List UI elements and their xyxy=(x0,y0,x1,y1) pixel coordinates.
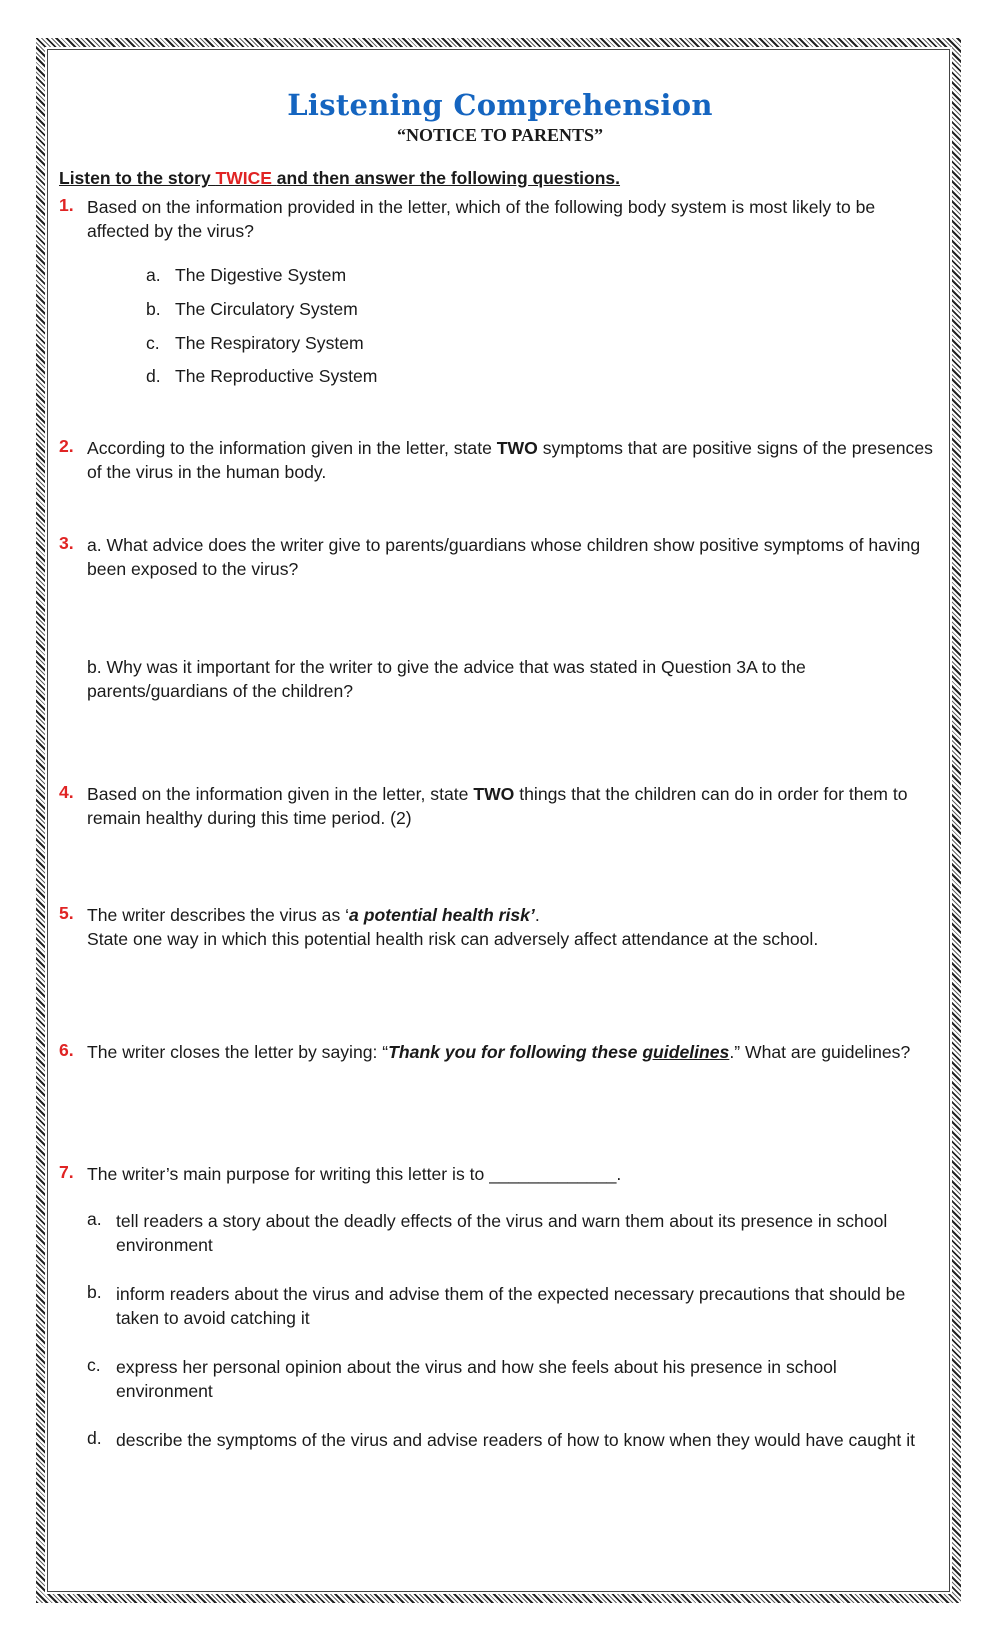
q7-option-d-letter: d. xyxy=(87,1428,102,1448)
question-1-text: Based on the information provided in the letter, which of the following body system is most likely to be affected by the virus? xyxy=(87,197,876,241)
question-3a-text: a. What advice does the writer give to parents/guardians whose children show positive symptoms of having been exposed to the virus? xyxy=(87,535,921,579)
question-6-number: 6. xyxy=(59,1040,74,1060)
question-2-number: 2. xyxy=(59,436,74,456)
page-title: Listening Comprehension xyxy=(287,88,713,122)
q1-option-c-letter: c. xyxy=(146,333,160,353)
question-7-number: 7. xyxy=(59,1162,74,1182)
q7-option-c: express her personal opinion about the virus and how she feels about his presence in school environment xyxy=(116,1357,837,1401)
question-3b-text: b. Why was it important for the writer to give the advice that was stated in Question 3A to the parents/guardians of the children? xyxy=(87,657,806,701)
q1-option-c: The Respiratory System xyxy=(175,333,364,353)
q7-option-c-letter: c. xyxy=(87,1355,101,1375)
question-5-number: 5. xyxy=(59,903,74,923)
question-2-text: According to the information given in the letter, state TWO symptoms that are positive signs of the presences of the virus in the human body. xyxy=(87,438,933,482)
q7-option-b-letter: b. xyxy=(87,1282,102,1302)
question-3-number: 3. xyxy=(59,533,74,553)
q7-option-d: describe the symptoms of the virus and advise readers of how to know when they would have caught it xyxy=(116,1430,915,1450)
q7-option-a: tell readers a story about the deadly effects of the virus and warn them about its presence in school environment xyxy=(116,1211,888,1255)
q7-option-b: inform readers about the virus and advise them of the expected necessary precautions that should be taken to avoid catching it xyxy=(116,1284,906,1328)
q1-option-d-letter: d. xyxy=(146,366,161,386)
instructions-emphasis: TWICE xyxy=(215,168,277,188)
question-7-text: The writer’s main purpose for writing this letter is to _____________. xyxy=(87,1164,622,1184)
q1-option-b: The Circulatory System xyxy=(175,299,358,319)
instructions: Listen to the story TWICE and then answer the following questions. xyxy=(59,168,621,188)
question-4-number: 4. xyxy=(59,782,74,802)
question-1-number: 1. xyxy=(59,195,74,215)
question-4-text: Based on the information given in the letter, state TWO things that the children can do in order for them to remain healthy during this time period. (2) xyxy=(87,784,908,828)
question-6-text: The writer closes the letter by saying: “Thank you for following these guidelines.” What are guidelines? xyxy=(87,1042,911,1062)
question-5-text: The writer describes the virus as ‘a potential health risk’. State one way in which this potential health risk can adversely affect attendance at the school. xyxy=(87,905,819,949)
q1-option-a-letter: a. xyxy=(146,265,161,285)
page-subtitle: “NOTICE TO PARENTS” xyxy=(396,125,604,145)
q1-option-a: The Digestive System xyxy=(175,265,347,285)
q1-option-d: The Reproductive System xyxy=(175,366,378,386)
q1-option-b-letter: b. xyxy=(146,299,161,319)
q7-option-a-letter: a. xyxy=(87,1209,102,1229)
